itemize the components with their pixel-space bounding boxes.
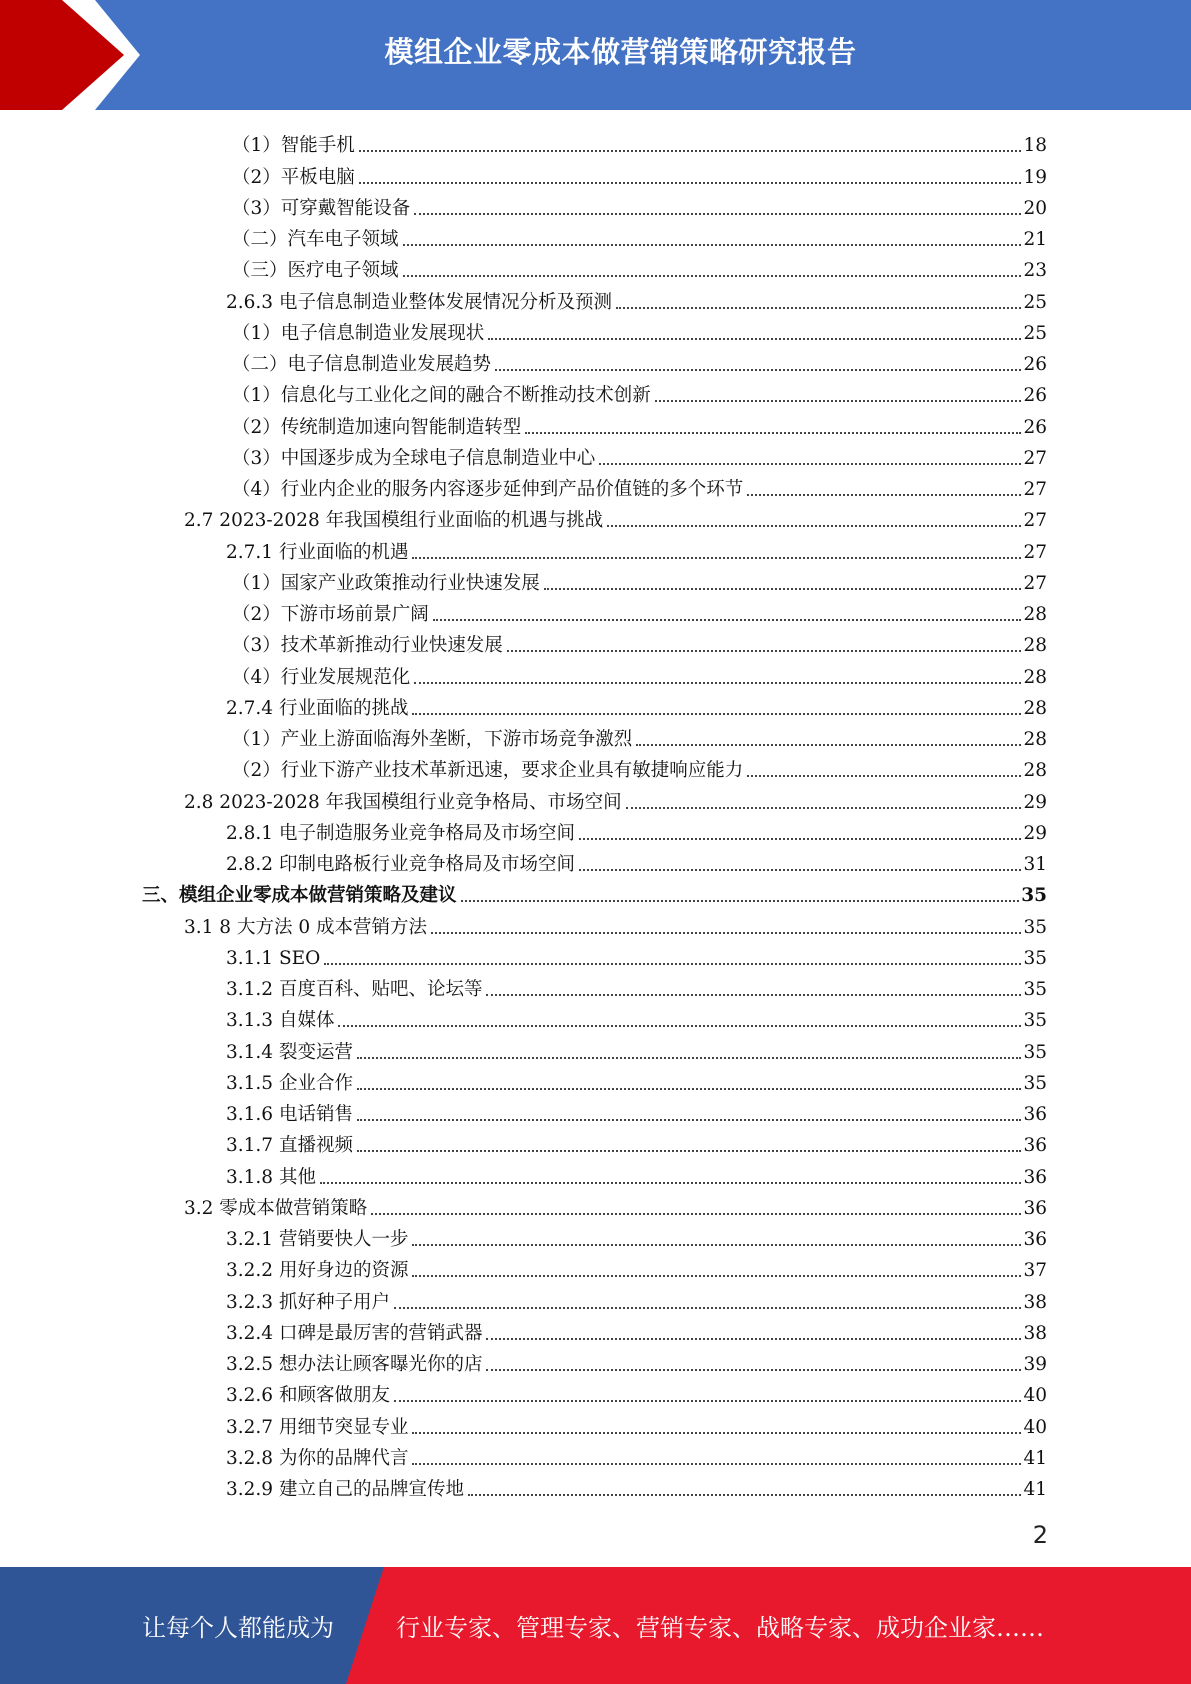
- toc-entry[interactable]: [0, 221, 1047, 252]
- toc-dot-leader: [357, 1087, 1022, 1090]
- toc-entry-page: 28: [1023, 760, 1047, 782]
- toc-dot-leader: [544, 587, 1022, 590]
- toc-entry-page: 28: [1023, 604, 1047, 625]
- toc-entry-page: 35: [1021, 885, 1047, 907]
- toc-entry-title: （1）信息化与工业化之间的融合不断推动技术创新: [232, 385, 651, 407]
- toc-entry[interactable]: [0, 1190, 1047, 1221]
- toc-entry-page: 35: [1023, 947, 1047, 969]
- toc-entry[interactable]: [0, 346, 1047, 377]
- toc-entry[interactable]: [0, 1283, 1047, 1314]
- toc-entry[interactable]: [0, 877, 1047, 908]
- toc-dot-leader: [468, 1493, 1021, 1496]
- toc-entry-title: 3.2 零成本做营销策略: [184, 1197, 368, 1219]
- toc-entry-title: （1）国家产业政策推动行业快速发展: [232, 572, 540, 594]
- toc-entry[interactable]: [0, 1096, 1047, 1127]
- toc-entry-title: 3.2.4 口碑是最厉害的营销武器: [226, 1322, 483, 1344]
- toc-entry-page: 28: [1023, 666, 1047, 688]
- toc-entry-title: （1）产业上游面临海外垄断，下游市场竞争激烈: [232, 729, 633, 750]
- toc-entry-title: 2.6.3 电子信息制造业整体发展情况分析及预测: [226, 291, 612, 313]
- toc-entry-title: （二）汽车电子领域: [232, 229, 399, 250]
- toc-dot-leader: [324, 962, 1021, 965]
- toc-entry-page: 40: [1023, 1385, 1047, 1407]
- toc-entry-title: （4）行业内企业的服务内容逐步延伸到产品价值链的多个环节: [232, 479, 744, 500]
- toc-entry-title: 3.1.5 企业合作: [226, 1072, 353, 1094]
- toc-dot-leader: [507, 649, 1022, 652]
- toc-dot-leader: [433, 618, 1022, 621]
- toc-dot-leader: [359, 149, 1022, 152]
- toc-entry-page: 35: [1023, 1072, 1047, 1094]
- toc-entry-title: 3.2.9 建立自己的品牌宣传地: [226, 1479, 464, 1500]
- toc-dot-leader: [412, 1462, 1021, 1465]
- toc-dot-leader: [747, 774, 1021, 777]
- toc-entry[interactable]: [0, 690, 1047, 721]
- toc-entry-page: 41: [1023, 1479, 1047, 1500]
- toc-entry[interactable]: [0, 1002, 1047, 1033]
- footer-slogan-left: 让每个人都能成为: [142, 1614, 334, 1642]
- toc-entry-page: 36: [1023, 1135, 1047, 1157]
- toc-entry-page: 35: [1023, 916, 1047, 938]
- toc-dot-leader: [357, 1149, 1022, 1152]
- toc-entry-page: 41: [1023, 1447, 1047, 1469]
- toc-entry-title: （4）行业发展规范化: [232, 666, 411, 688]
- toc-entry[interactable]: [0, 533, 1047, 564]
- toc-dot-leader: [747, 493, 1021, 496]
- toc-dot-leader: [338, 1024, 1021, 1027]
- toc-entry-title: 2.7 2023-2028 年我国模组行业面临的机遇与挑战: [184, 510, 604, 532]
- toc-entry-page: 40: [1023, 1416, 1047, 1438]
- toc-entry-page: 27: [1023, 510, 1047, 532]
- toc-entry-page: 31: [1023, 854, 1047, 875]
- toc-entry[interactable]: [0, 815, 1047, 846]
- toc-entry[interactable]: [0, 502, 1047, 533]
- toc-dot-leader: [412, 1431, 1021, 1434]
- toc-dot-leader: [414, 212, 1021, 215]
- toc-entry[interactable]: [0, 752, 1047, 783]
- toc-entry-title: （3）技术革新推动行业快速发展: [232, 635, 503, 657]
- toc-entry[interactable]: [0, 252, 1047, 283]
- toc-entry-title: （3）可穿戴智能设备: [232, 197, 411, 219]
- toc-entry-title: （三）医疗电子领域: [232, 260, 399, 282]
- toc-entry-title: （2）行业下游产业技术革新迅速，要求企业具有敏捷响应能力: [232, 760, 744, 782]
- toc-dot-leader: [486, 1337, 1021, 1340]
- toc-entry[interactable]: [0, 596, 1047, 627]
- toc-entry-page: 36: [1023, 1104, 1047, 1125]
- toc-entry[interactable]: [0, 315, 1047, 346]
- toc-entry-title: 3.2.1 营销要快人一步: [226, 1229, 409, 1250]
- toc-dot-leader: [357, 1056, 1022, 1059]
- toc-entry[interactable]: [0, 1315, 1047, 1346]
- toc-dot-leader: [414, 681, 1021, 684]
- toc-entry-page: 38: [1023, 1291, 1047, 1313]
- toc-entry[interactable]: [0, 908, 1047, 939]
- toc-entry-page: 26: [1023, 416, 1047, 438]
- toc-entry-title: 三、模组企业零成本做营销策略及建议: [142, 885, 457, 907]
- toc-dot-leader: [359, 181, 1022, 184]
- toc-entry[interactable]: [0, 971, 1047, 1002]
- toc-entry-page: 28: [1023, 635, 1047, 657]
- toc-dot-leader: [412, 1243, 1021, 1246]
- toc-entry-title: （二）电子信息制造业发展趋势: [232, 354, 492, 375]
- toc-dot-leader: [412, 712, 1021, 715]
- toc-entry-title: 3.1.4 裂变运营: [226, 1041, 353, 1063]
- toc-entry-title: 3.1.1 SEO: [226, 947, 321, 969]
- toc-entry-title: 2.8.2 印制电路板行业竞争格局及市场空间: [226, 854, 575, 875]
- toc-entry[interactable]: [0, 1377, 1047, 1408]
- toc-entry[interactable]: [0, 721, 1047, 752]
- toc-entry-title: 2.7.1 行业面临的机遇: [226, 541, 409, 563]
- toc-entry-title: 3.2.2 用好身边的资源: [226, 1260, 409, 1282]
- toc-entry-title: （2）平板电脑: [232, 166, 355, 188]
- toc-entry-page: 19: [1023, 166, 1047, 188]
- toc-dot-leader: [655, 399, 1022, 402]
- toc-dot-leader: [461, 899, 1020, 902]
- toc-dot-leader: [636, 743, 1021, 746]
- toc-entry-page: 38: [1023, 1322, 1047, 1344]
- toc-entry[interactable]: [0, 377, 1047, 408]
- toc-entry-page: 21: [1023, 229, 1047, 250]
- toc-entry[interactable]: [0, 1346, 1047, 1377]
- toc-entry-page: 36: [1023, 1166, 1047, 1188]
- toc-dot-leader: [616, 306, 1021, 309]
- toc-entry-title: （2）下游市场前景广阔: [232, 604, 429, 625]
- toc-entry[interactable]: [0, 440, 1047, 471]
- toc-dot-leader: [607, 524, 1021, 527]
- toc-dot-leader: [488, 337, 1021, 340]
- toc-dot-leader: [412, 556, 1021, 559]
- toc-dot-leader: [626, 806, 1022, 809]
- toc-entry-page: 26: [1023, 385, 1047, 407]
- toc-entry-page: 27: [1023, 572, 1047, 594]
- toc-entry[interactable]: [0, 1158, 1047, 1189]
- toc-entry-title: 3.1.7 直播视频: [226, 1135, 353, 1157]
- toc-dot-leader: [486, 993, 1021, 996]
- toc-entry[interactable]: [0, 783, 1047, 814]
- toc-entry-title: （1）电子信息制造业发展现状: [232, 322, 485, 344]
- toc-entry-title: 3.2.5 想办法让顾客曝光你的店: [226, 1354, 483, 1375]
- page-number: 2: [1032, 1521, 1048, 1549]
- toc-entry[interactable]: [0, 408, 1047, 439]
- toc-entry[interactable]: [0, 127, 1047, 158]
- toc-entry-page: 36: [1023, 1229, 1047, 1250]
- toc-entry-page: 28: [1023, 697, 1047, 719]
- toc-entry[interactable]: [0, 471, 1047, 502]
- toc-entry-title: 3.2.7 用细节突显专业: [226, 1416, 409, 1438]
- document-title: 模组企业零成本做营销策略研究报告: [384, 34, 857, 69]
- footer-slogan-right: 行业专家、管理专家、营销专家、战略专家、成功企业家……: [396, 1614, 1044, 1642]
- toc-dot-leader: [495, 368, 1021, 371]
- toc-entry-title: 3.2.3 抓好种子用户: [226, 1291, 390, 1313]
- toc-entry-page: 39: [1023, 1354, 1047, 1375]
- toc-dot-leader: [394, 1399, 1021, 1402]
- toc-entry-title: 3.2.6 和顾客做朋友: [226, 1385, 390, 1407]
- toc-entry[interactable]: [0, 1252, 1047, 1283]
- toc-entry-title: 2.7.4 行业面临的挑战: [226, 697, 409, 719]
- toc-entry-title: 2.8.1 电子制造服务业竞争格局及市场空间: [226, 822, 575, 844]
- toc-entry-title: 3.1 8 大方法 0 成本营销方法: [184, 916, 427, 938]
- toc-entry-page: 35: [1023, 1041, 1047, 1063]
- toc-entry-page: 36: [1023, 1197, 1047, 1219]
- toc-entry-title: 3.1.3 自媒体: [226, 1010, 335, 1032]
- toc-entry-page: 26: [1023, 354, 1047, 375]
- toc-entry[interactable]: [0, 940, 1047, 971]
- toc-entry-title: 3.1.8 其他: [226, 1166, 316, 1188]
- toc-dot-leader: [525, 431, 1021, 434]
- page-header: [0, 0, 1191, 110]
- toc-dot-leader: [431, 931, 1021, 934]
- toc-entry-page: 29: [1023, 791, 1047, 813]
- toc-entry-page: 23: [1023, 260, 1047, 282]
- toc-entry-title: 2.8 2023-2028 年我国模组行业竞争格局、市场空间: [184, 791, 622, 813]
- toc-entry[interactable]: [0, 1127, 1047, 1158]
- toc-dot-leader: [403, 243, 1022, 246]
- toc-entry-title: 3.2.8 为你的品牌代言: [226, 1447, 409, 1469]
- toc-entry-page: 27: [1023, 479, 1047, 500]
- toc-entry-page: 27: [1023, 541, 1047, 563]
- table-of-contents: [0, 127, 1191, 1502]
- toc-entry[interactable]: [0, 1440, 1047, 1471]
- toc-entry[interactable]: [0, 1065, 1047, 1096]
- toc-dot-leader: [579, 868, 1021, 871]
- toc-dot-leader: [320, 1181, 1022, 1184]
- toc-entry[interactable]: [0, 1221, 1047, 1252]
- toc-entry-page: 37: [1023, 1260, 1047, 1282]
- toc-entry[interactable]: [0, 1033, 1047, 1064]
- toc-entry-title: （2）传统制造加速向智能制造转型: [232, 416, 522, 438]
- page-footer: [0, 1567, 1191, 1684]
- toc-entry[interactable]: [0, 158, 1047, 189]
- toc-entry[interactable]: [0, 1408, 1047, 1439]
- toc-entry-page: 35: [1023, 979, 1047, 1000]
- toc-entry[interactable]: [0, 283, 1047, 314]
- toc-entry[interactable]: [0, 1471, 1047, 1502]
- toc-dot-leader: [486, 1368, 1021, 1371]
- toc-entry-title: 3.1.2 百度百科、贴吧、论坛等: [226, 979, 483, 1000]
- toc-entry-page: 27: [1023, 447, 1047, 469]
- toc-entry[interactable]: [0, 658, 1047, 689]
- toc-entry-page: 18: [1023, 135, 1047, 157]
- toc-dot-leader: [599, 462, 1021, 465]
- toc-dot-leader: [412, 1274, 1021, 1277]
- toc-entry-page: 25: [1023, 322, 1047, 344]
- toc-dot-leader: [357, 1118, 1022, 1121]
- toc-entry[interactable]: [0, 846, 1047, 877]
- toc-entry-title: （1）智能手机: [232, 135, 355, 157]
- toc-dot-leader: [371, 1212, 1021, 1215]
- toc-entry-page: 29: [1023, 822, 1047, 844]
- toc-dot-leader: [579, 837, 1021, 840]
- toc-entry[interactable]: [0, 190, 1047, 221]
- toc-entry-page: 35: [1023, 1010, 1047, 1032]
- toc-dot-leader: [394, 1306, 1021, 1309]
- toc-entry-page: 28: [1023, 729, 1047, 750]
- toc-entry[interactable]: [0, 627, 1047, 658]
- toc-dot-leader: [403, 274, 1022, 277]
- toc-entry-title: （3）中国逐步成为全球电子信息制造业中心: [232, 447, 596, 469]
- toc-entry-page: 25: [1023, 291, 1047, 313]
- toc-entry-page: 20: [1023, 197, 1047, 219]
- toc-entry-title: 3.1.6 电话销售: [226, 1104, 353, 1125]
- toc-entry[interactable]: [0, 565, 1047, 596]
